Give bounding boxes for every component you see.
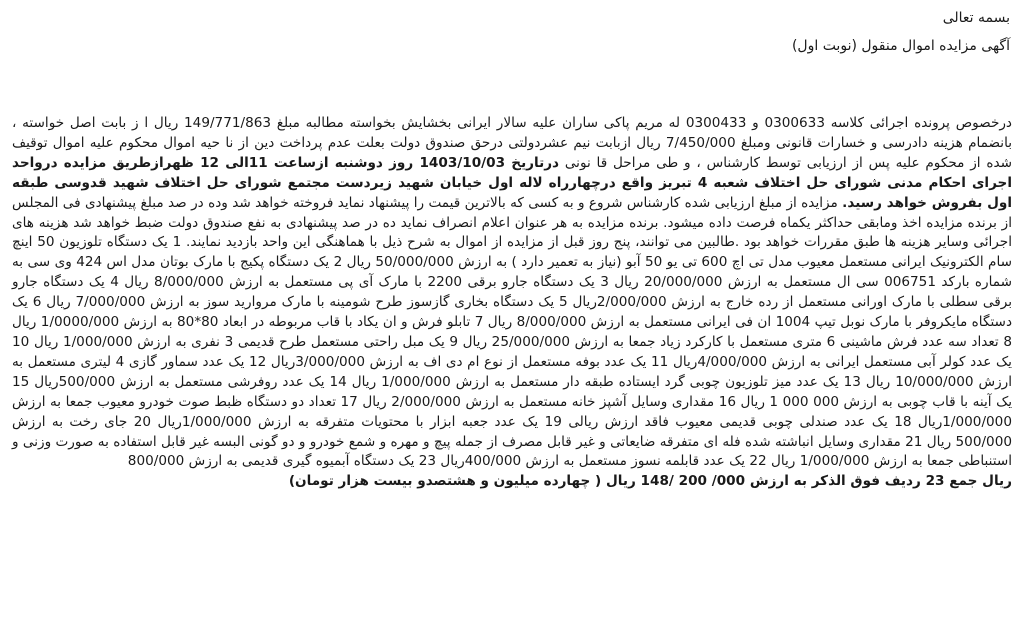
notice-basmala: بسمه تعالی: [942, 10, 1010, 26]
notice-body: [12, 114, 1012, 472]
notice-auction-rules: مزایده از مبلغ ارزیابی شده کارشناس شروع و به کسی که بالاترین قیمت را پیشنهاد نماید فروخته خواهد شد وده در صد مبلغ پیشنهادی فی المجلس از برنده مزایده اخذ ومابقی حداکثر یکماه فرصت داده میشود. برنده مزایده به هر عنوان اعلام انصراف نماید ده در صد پیشنهادی به نفع صندوق دولت ضبط خواهد شد هزینه های اجرائی وسایر هزینه ها طبق مقررات خواهد بود .طالبین می توانند، پنج روز قبل از مزایده از اموال به شرح ذیل با هماهنگی این واحد بازدید نمایند.: [12, 194, 1012, 251]
notice-title: آگهی مزایده اموال منقول (نوبت اول): [791, 38, 1010, 54]
notice-total-text: ریال جمع 23 ردیف فوق الذکر به ارزش 000/ 200 /148 ریال ( چهارده میلیون و هشتصدو بیست هزار تومان): [288, 473, 1012, 490]
notice-intro: درخصوص پرونده اجرائی کلاسه 0300633 و 0300433 له مریم پاکی ساران علیه سالار ایرانی بخشایش بخواسته مطالبه مبلغ 149/771/863 ریال ا ز بابت اصل خواسته ، بانضمام هزینه دادرسی و خسارات قانونی ومبلغ 7/450/000 ریال ازبابت نیم عشردولتی درحق صندوق دولت بعلت عدم پرداخت دین از نا حیه اموال محکوم علیه اموال توقیف شده از محکوم علیه پس از ارزیابی توسط کارشناس ، و طی مراحل قا نونی: [12, 115, 1012, 171]
notice-auction-date-location: درتاریخ 1403/10/03 روز دوشنبه ازساعت 11الی 12 ظهرازطریق مزایده درواحد اجرای احکام مدنی شورای حل اختلاف شعبه 4 تبریز واقع درچهارراه لاله اول خیابان شهید زیردست مجتمع شورای حل اختلاف شهید قدوسی طبقه اول بفروش خواهد رسید.: [12, 154, 1012, 211]
notice-items-list: 1 یک دستگاه تلوزیون 50 اینچ سام الکترونیک ایرانی مستعمل معیوب مدل تی اچ 600 تی یو 50 آبو (نیاز به تعمیر دارد ) به ارزش 50/000/000 ریال 2 یک دستگاه پکیج با مارک بوتان مدل اس 424 وی سی به شماره بارکد 006751 سی ال مستعمل به ارزش 20/000/000 ریال 3 یک دستگاه جارو برقی 2200 با مارک آی پی مستعمل به ارزش 8/000/000 ریال 4 یک دستگاه جارو برقی سطلی با مارک اورانی مستعمل از رده خارج به ارزش 2/000/000ریال 5 یک دستگاه بخاری گازسوز طرح شومینه با مارک مروارید سوز به ارزش 7/000/000 ریال 6 یک دستگاه مایکروفر با مارک نوبل تیپ 1004 ان فی ایرانی مستعمل به ارزش 8/000/000 ریال 7 تابلو فرش و ان یکاد با قاب مربوطه در ابعاد 80*80 به ارزش 1/0000/000 ریال 8 تعداد سه عدد فرش ماشینی 6 متری مستعمل با کارکرد زیاد جمعا به ارزش 25/000/000 ریال 9 یک مبل راحتی مستعمل طرح قدیمی 3 نفری به ارزش 1/000/000 ریال 10 یک عدد کولر آبی مستعمل ایرانی به ارزش 4/000/000ریال 11 یک عدد بوفه مستعمل از نوع ام دی اف به ارزش 3/000/000ریال 12 یک عدد سماور گازی 4 لیتری مستعمل به ارزش 10/000/000 ریال 13 یک عدد میز تلوزیون چوبی گرد ایستاده طبقه دار مستعمل به ارزش 1/000/000 ریال 14 یک عدد روفرشی مستعمل به ارزش 500/000ریال 15 یک آینه با قاب چوبی به ارزش 000 000 1 ریال 16 مقداری وسایل آشپز خانه مستعمل به ارزش 2/000/000 ریال 17 تعداد دو دستگاه ظبط صوت خودرو معیوب جمعا به ارزش 1/000/000ریال 18 یک عدد صندلی چوبی قدیمی معیوب فاقد ارزش ریالی 19 یک عدد جعبه ابزار با محتویات متفرقه به ارزش 1/000/000ریال 20 جای رخت به ارزش 500/000 ریال 21 مقداری وسایل انباشته شده فله ای متفرقه ضایعاتی و غیر قابل مصرف از جمله پیچ و مهره و شمع خودرو و دو گونی البسه غیر قابل استفاده به صورت وزنی و استنباطی جمعا به ارزش 1/000/000 ریال 22 یک عدد قابلمه نسوز مستعمل به ارزش 400/000ریال 23 یک دستگاه آبمیوه گیری قدیمی به ارزش 800/000: [12, 234, 1013, 470]
notice-total: [12, 472, 1012, 492]
